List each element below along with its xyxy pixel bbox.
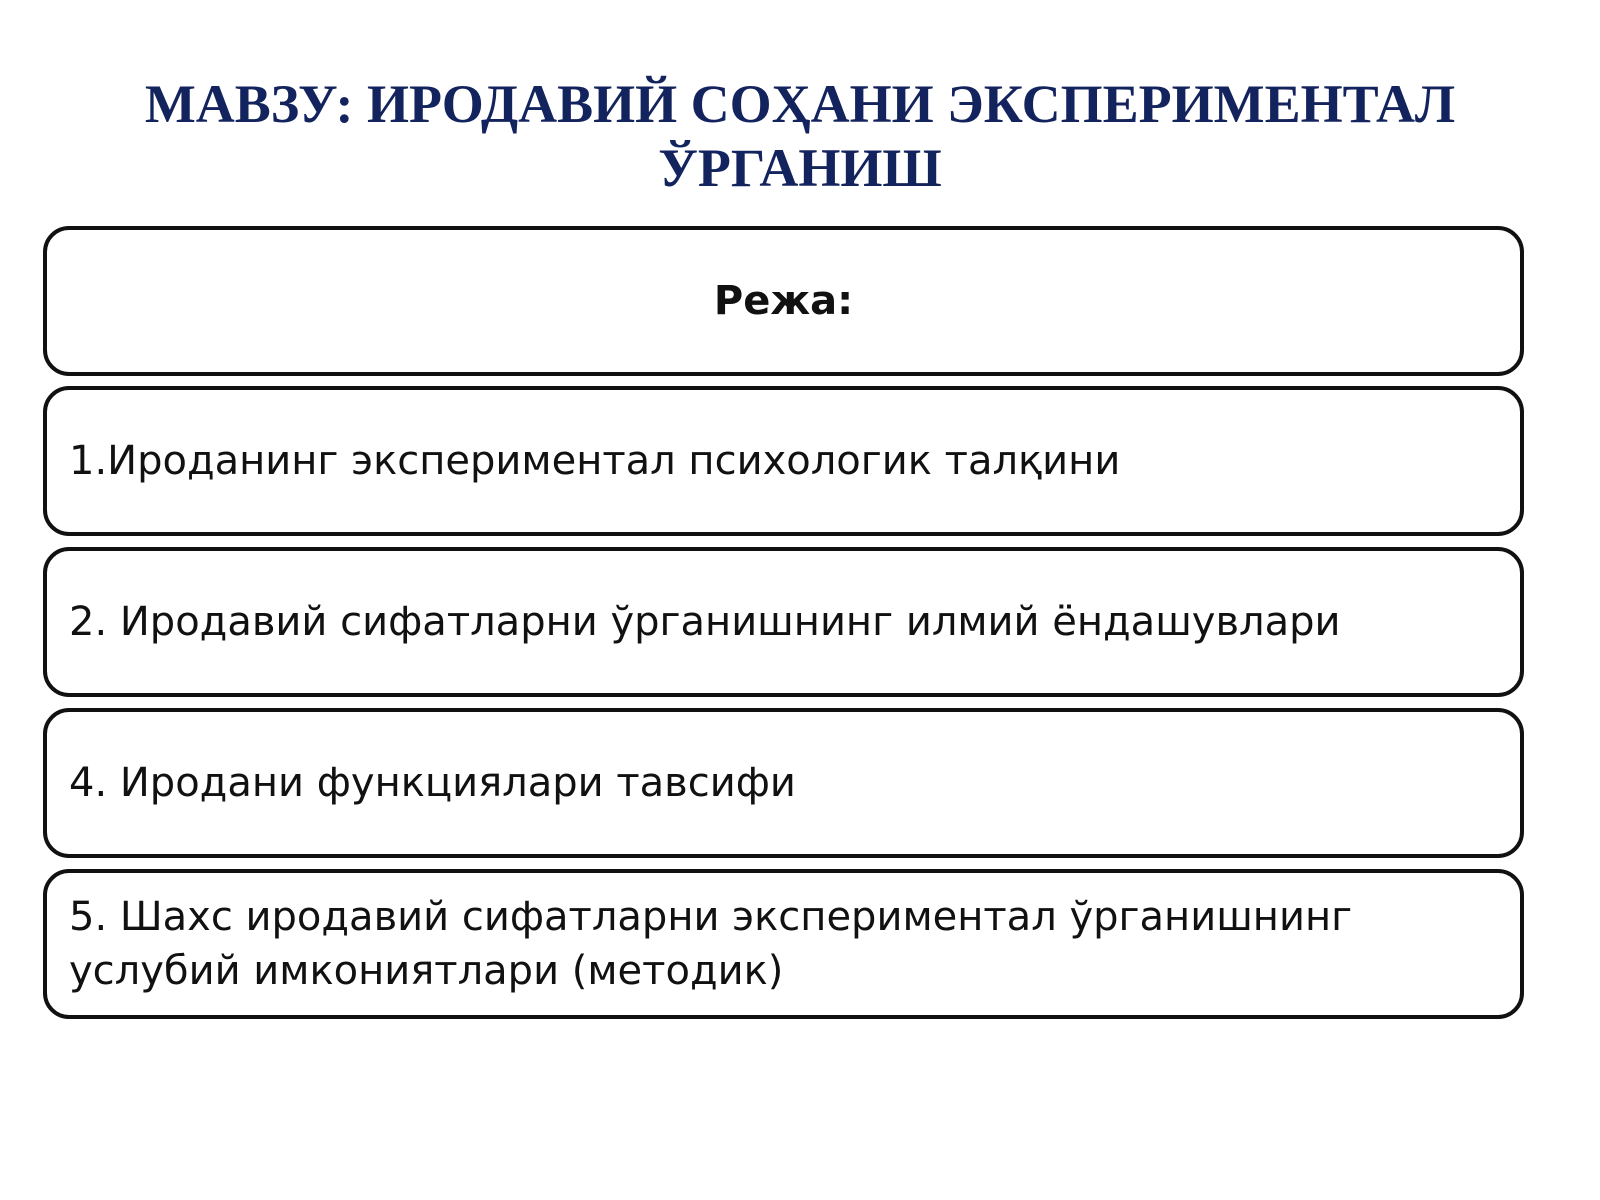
slide-title: МАВЗУ: ИРОДАВИЙ СОҲАНИ ЭКСПЕРИМЕНТАЛ ЎРГАНИШ (144, 74, 1456, 198)
plan-item-5-box (43, 869, 1524, 1019)
plan-item-4-box (43, 708, 1524, 858)
plan-item-1: 1.Иродaнинг экспериментал психологик талқини (69, 438, 1121, 484)
plan-heading: Режа: (713, 278, 854, 324)
plan-item-2: 2. Иродавий сифатларни ўрганишнинг илмий ёндашувлари (69, 599, 1341, 645)
plan-item-4: 4. Иродани функциялари тавсифи (69, 760, 796, 806)
plan-item-2-box (43, 547, 1524, 697)
plan-item-5: 5. Шахс иродавий сифатларни экспериментал ўрганишнинг услубий имкониятлари (методик) (69, 894, 1353, 994)
plan-item-1-box (43, 386, 1524, 536)
plan-heading-box (43, 226, 1524, 376)
